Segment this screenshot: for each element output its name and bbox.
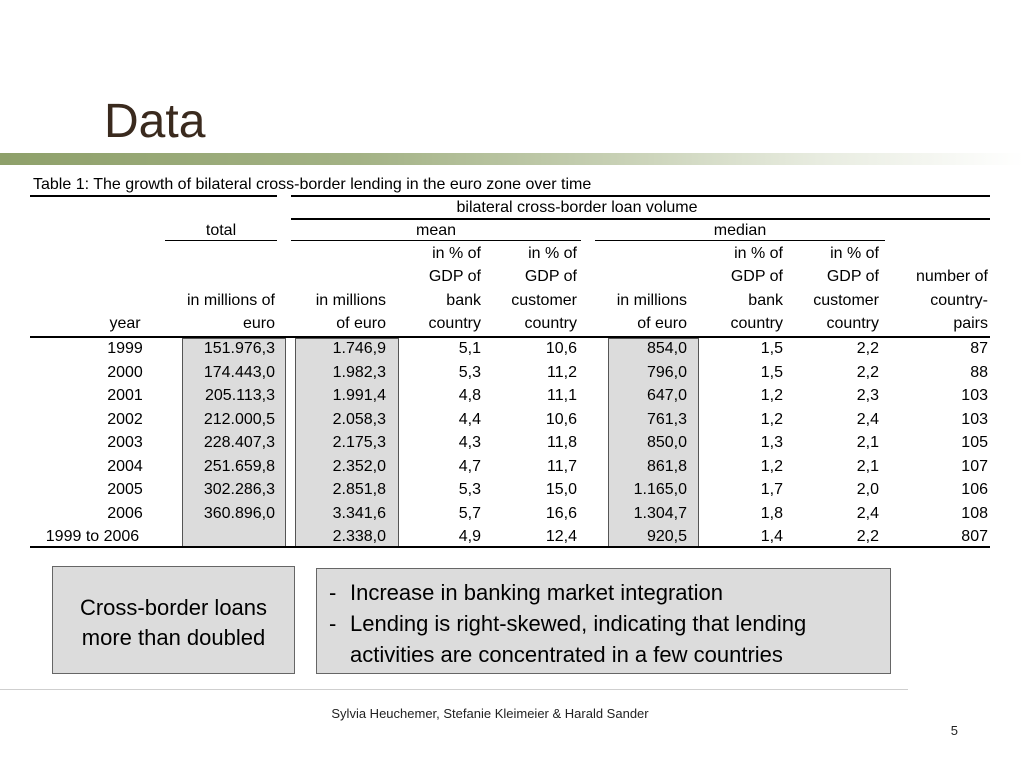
column-header: country	[524, 315, 577, 332]
table-cell: 174.443,0	[203, 364, 275, 381]
median-rule	[595, 240, 885, 241]
callout-findings	[316, 568, 891, 674]
column-header: country	[826, 315, 879, 332]
table-cell: 4,4	[458, 411, 481, 428]
column-header: in millions	[616, 292, 687, 309]
table-cell: 11,8	[547, 434, 577, 451]
table-cell: 920,5	[646, 528, 687, 545]
table-cell: 228.407,3	[203, 434, 275, 451]
footer-authors: Sylvia Heuchemer, Stefanie Kleimeier & Harald Sander	[331, 706, 649, 721]
table-cell: 2.175,3	[332, 434, 386, 451]
table-cell: 107	[961, 458, 988, 475]
caption-rule-right	[291, 195, 990, 197]
table-cell: 807	[961, 528, 988, 545]
table-cell: 1,3	[760, 434, 783, 451]
table-cell: 10,6	[545, 340, 577, 357]
column-header: year	[109, 315, 141, 332]
column-header: of euro	[336, 315, 386, 332]
table-cell: 4,7	[458, 458, 481, 475]
group-header: bilateral cross-border loan volume	[456, 199, 698, 216]
table-cell: 1,7	[760, 481, 783, 498]
table-cell: 16,6	[545, 505, 577, 522]
table-cell: 2,2	[856, 340, 879, 357]
table-cell: 212.000,5	[203, 411, 275, 428]
table-cell: 761,3	[646, 411, 687, 428]
column-header: GDP of	[428, 268, 481, 285]
table-cell: 103	[961, 387, 988, 404]
table-cell: 1999 to 2006	[45, 528, 140, 545]
table-cell: 2.352,0	[332, 458, 386, 475]
table-cell: 2000	[107, 364, 143, 381]
column-header: GDP of	[730, 268, 783, 285]
table-cell: 11,7	[547, 458, 577, 475]
table-cell: 87	[970, 340, 988, 357]
table-cell: 1.746,9	[332, 340, 386, 357]
table-cell: 5,3	[458, 364, 481, 381]
column-header: bank	[748, 292, 783, 309]
table-cell: 796,0	[646, 364, 687, 381]
table-cell: 5,7	[458, 505, 481, 522]
column-header: in % of	[734, 245, 783, 262]
table-cell: 2004	[107, 458, 143, 475]
table-cell: 5,1	[458, 340, 481, 357]
table-cell: 2006	[107, 505, 143, 522]
column-header: country	[428, 315, 481, 332]
table-cell: 1.982,3	[332, 364, 386, 381]
table-cell: 205.113,3	[205, 387, 275, 404]
bullet-text: Increase in banking market integration	[350, 580, 723, 605]
group-rule-right	[291, 218, 990, 220]
table-cell: 1999	[107, 340, 143, 357]
footer-divider	[0, 689, 908, 690]
callout-doubled	[52, 566, 295, 674]
caption-rule-left	[30, 195, 277, 197]
table-cell: 2,4	[856, 505, 879, 522]
column-header: in millions	[315, 292, 386, 309]
subheader-total: total	[205, 222, 237, 239]
table-cell: 2002	[107, 411, 143, 428]
table-cell: 151.976,3	[203, 340, 275, 357]
table-cell: 2005	[107, 481, 143, 498]
column-header: euro	[242, 315, 275, 332]
table-cell: 2,3	[856, 387, 879, 404]
page-number: 5	[950, 723, 958, 738]
table-cell: 106	[961, 481, 988, 498]
table-cell: 1.165,0	[633, 481, 687, 498]
table-cell: 861,8	[646, 458, 687, 475]
table-cell: 1,2	[760, 411, 783, 428]
table-cell: 2.058,3	[332, 411, 386, 428]
table-cell: 3.341,6	[332, 505, 386, 522]
table-cell: 4,9	[458, 528, 481, 545]
table-cell: 2,0	[856, 481, 879, 498]
table-cell: 2.851,8	[332, 481, 386, 498]
table-cell: 2,4	[856, 411, 879, 428]
table-cell: 850,0	[646, 434, 687, 451]
table-cell: 108	[961, 505, 988, 522]
table-cell: 105	[961, 434, 988, 451]
table-cell: 1,2	[760, 387, 783, 404]
table-cell: 1,5	[760, 340, 783, 357]
table-cell: 854,0	[646, 340, 687, 357]
column-header: in millions of	[186, 292, 275, 309]
table-bottom-rule	[30, 546, 990, 548]
column-header: in % of	[432, 245, 481, 262]
column-header: country-	[930, 292, 988, 309]
subheader-mean: mean	[415, 222, 457, 239]
table-cell: 5,3	[458, 481, 481, 498]
table-cell: 1,4	[760, 528, 783, 545]
total-rule	[165, 240, 277, 241]
column-header: country	[730, 315, 783, 332]
mean-rule	[291, 240, 581, 241]
table-cell: 2003	[107, 434, 143, 451]
table-cell: 12,4	[545, 528, 577, 545]
column-header: in % of	[830, 245, 879, 262]
column-header: number of	[915, 268, 988, 285]
table-cell: 11,2	[547, 364, 577, 381]
column-header: pairs	[953, 315, 988, 332]
callout-doubled-line1: Cross-border loans	[79, 595, 268, 620]
bullet-text: Lending is right-skewed, indicating that lending	[350, 611, 807, 636]
table-cell: 1,8	[760, 505, 783, 522]
bullet-text-continued: activities are concentrated in a few countries	[350, 642, 783, 667]
column-header: customer	[511, 292, 577, 309]
callout-doubled-line2: more than doubled	[81, 625, 266, 650]
column-header: GDP of	[826, 268, 879, 285]
table-cell: 302.286,3	[203, 481, 275, 498]
table-cell: 4,8	[458, 387, 481, 404]
table-cell: 88	[970, 364, 988, 381]
table-cell: 1,5	[760, 364, 783, 381]
table-cell: 2,2	[856, 528, 879, 545]
header-bottom-rule	[30, 336, 990, 338]
table-cell: 4,3	[458, 434, 481, 451]
table-cell: 2,1	[856, 458, 879, 475]
bullet-marker: -	[329, 580, 337, 605]
table-cell: 1.991,4	[332, 387, 386, 404]
column-header: bank	[446, 292, 481, 309]
table-caption: Table 1: The growth of bilateral cross-border lending in the euro zone over time	[33, 176, 592, 193]
table-cell: 2,1	[856, 434, 879, 451]
table-cell: 103	[961, 411, 988, 428]
table-cell: 360.896,0	[203, 505, 275, 522]
table-cell: 11,1	[547, 387, 577, 404]
table-cell: 647,0	[646, 387, 687, 404]
title-accent-bar	[0, 153, 1024, 165]
column-header: in % of	[528, 245, 577, 262]
column-header: of euro	[637, 315, 687, 332]
table-cell: 2001	[107, 387, 143, 404]
table-cell: 251.659,8	[203, 458, 275, 475]
slide-title: Data	[104, 95, 206, 148]
column-header: customer	[813, 292, 879, 309]
table-cell: 1,2	[760, 458, 783, 475]
table-cell: 2,2	[856, 364, 879, 381]
table-cell: 1.304,7	[633, 505, 687, 522]
bullet-marker: -	[329, 611, 337, 636]
table-cell: 15,0	[545, 481, 577, 498]
table-cell: 10,6	[545, 411, 577, 428]
column-header: GDP of	[524, 268, 577, 285]
subheader-median: median	[713, 222, 767, 239]
table-cell: 2.338,0	[332, 528, 386, 545]
